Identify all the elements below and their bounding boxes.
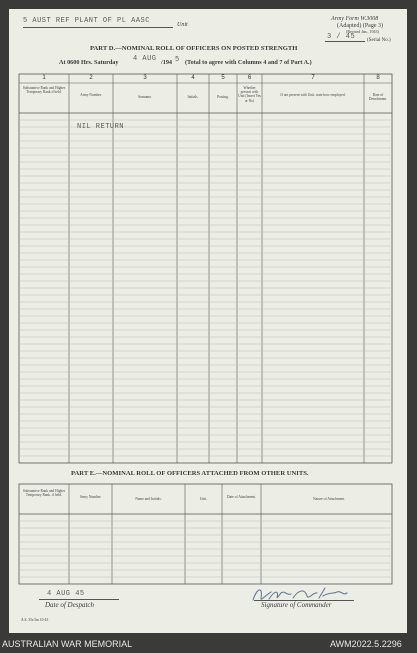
part-d-colnum: 8 [376, 75, 380, 81]
nil-return-typed: NIL RETURN [77, 123, 125, 131]
part-d-header-initials: Initials. [187, 95, 199, 99]
serial-label: (Serial No.) [367, 38, 391, 43]
despatch-label: Date of Despatch [45, 601, 94, 609]
part-d-colnum: 4 [191, 75, 195, 81]
footer-institution: AUSTRALIAN WAR MEMORIAL [2, 639, 133, 649]
form-revised: (Revised Jan., 1943) [346, 29, 379, 34]
part-d-colnum: 5 [221, 75, 225, 81]
part-d-title: PART D.—NOMINAL ROLL OF OFFICERS ON POSTED STRENGTH [90, 45, 298, 52]
unit-typed: 5 AUST REF PLANT OF PL AASC [23, 17, 150, 25]
signature-label: Signature of Commander [261, 601, 332, 609]
part-d-colnum: 1 [42, 75, 46, 81]
serial-typed: 3 / 45 [327, 33, 356, 41]
print-code: A.S. 35a 5m 10-43 [21, 618, 49, 622]
archive-footer [0, 633, 417, 653]
part-d-colnum: 3 [143, 75, 147, 81]
despatch-date-typed: 4 AUG 45 [47, 590, 85, 598]
unit-label: Unit [177, 22, 188, 28]
part-d-colnum: 7 [311, 75, 315, 81]
part-d-agree-text: (Total to agree with Columns 4 and 7 of Part A.) [185, 59, 312, 66]
part-e-header-attachment-nature: Nature of Attachment. [312, 497, 346, 501]
form-page [9, 9, 407, 633]
form-adapted: (Adapted) (Page 3) [337, 23, 383, 29]
part-e-header-unit: Unit. [199, 497, 208, 501]
part-d-at-text: At 0600 Hrs. Saturday [59, 59, 119, 66]
part-e-table-grid [9, 9, 407, 633]
despatch-underline [39, 599, 119, 600]
part-d-header-surname: Surname. [138, 95, 152, 99]
form-name: Army Form W.3008 [331, 16, 379, 22]
part-d-date-typed: 4 AUG [133, 55, 157, 63]
part-e-header-attachment-date: Date of Attachment. [226, 495, 257, 499]
part-d-header-posting: Posting. [217, 95, 229, 99]
part-e-header-rank: Substantive Rank and Higher Temporary Rank, if held. [22, 489, 66, 498]
part-d-year-typed: 5 [175, 56, 180, 64]
part-e-title: PART E.—NOMINAL ROLL OF OFFICERS ATTACHED FROM OTHER UNITS. [71, 470, 309, 477]
part-d-header-rank: Substantive Rank and Higher Temporary Rank if held. [22, 86, 66, 95]
part-d-header-employed: If not present with Unit, state how employed. [280, 93, 346, 97]
part-e-header-army-number: Army Number. [79, 495, 102, 499]
footer-accession-number: AWM2022.5.2296 [330, 639, 402, 649]
part-d-header-present: Whether present with Unit (Insert Yes or No) [238, 86, 261, 103]
part-d-header-detachment: Date of Detachment. [368, 93, 388, 102]
part-d-colnum: 2 [89, 75, 93, 81]
part-d-colnum: 6 [247, 75, 252, 81]
part-e-header-name: Name and Initials. [135, 497, 162, 501]
part-d-year-prefix: /194 [161, 59, 173, 66]
part-d-header-army-number: Army Number. [80, 93, 102, 97]
